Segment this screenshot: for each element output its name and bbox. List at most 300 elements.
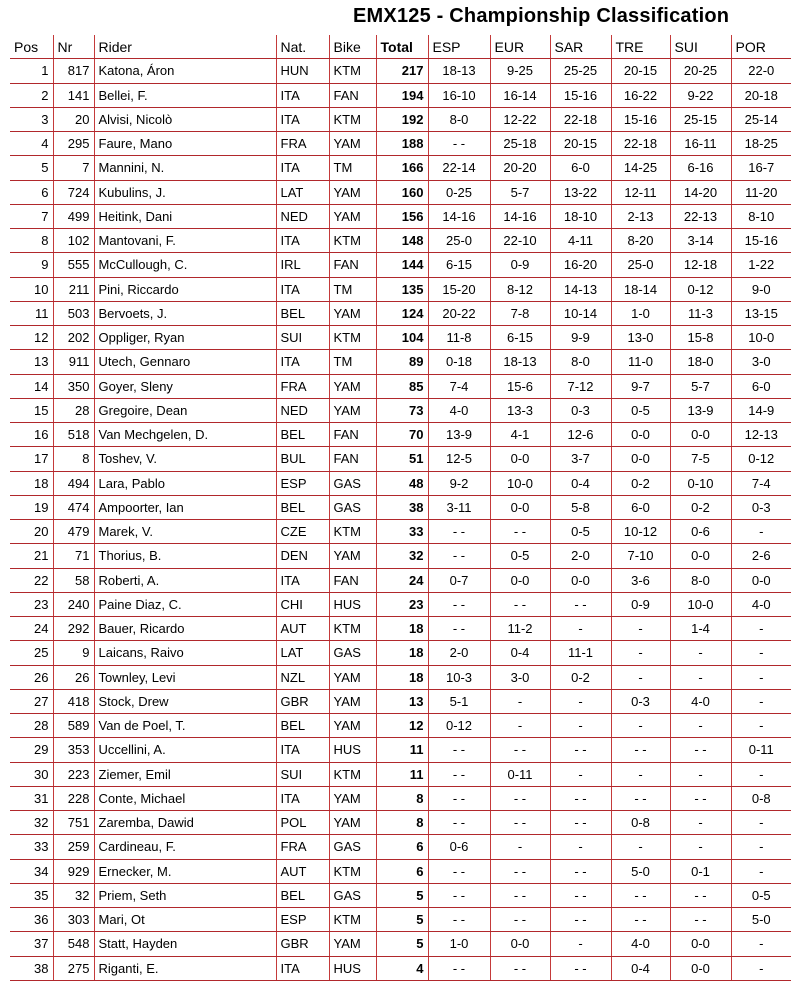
cell-tre: 18-14 (611, 277, 670, 301)
cell-tre: - - (611, 738, 670, 762)
cell-tre: 7-10 (611, 544, 670, 568)
cell-rider: Gregoire, Dean (94, 398, 276, 422)
cell-nr: 494 (53, 471, 94, 495)
cell-total: 12 (376, 714, 428, 738)
cell-bike: GAS (329, 641, 376, 665)
cell-esp: 12-5 (428, 447, 490, 471)
cell-nat: ITA (276, 83, 329, 107)
cell-sui: - (670, 811, 731, 835)
col-header-nat: Nat. (276, 35, 329, 59)
cell-por: 9-0 (731, 277, 791, 301)
cell-tre: 0-0 (611, 423, 670, 447)
cell-sui: 13-9 (670, 398, 731, 422)
cell-pos: 2 (10, 83, 53, 107)
cell-total: 8 (376, 811, 428, 835)
cell-bike: YAM (329, 301, 376, 325)
cell-bike: FAN (329, 83, 376, 107)
cell-nat: ITA (276, 350, 329, 374)
cell-nr: 350 (53, 374, 94, 398)
cell-sui: - - (670, 738, 731, 762)
cell-por: - (731, 762, 791, 786)
cell-sar: - - (550, 738, 611, 762)
table-row (10, 592, 791, 616)
cell-sar: 5-8 (550, 495, 611, 519)
cell-pos: 37 (10, 932, 53, 956)
cell-eur: 0-0 (490, 568, 550, 592)
cell-nat: BEL (276, 301, 329, 325)
table-row (10, 786, 791, 810)
cell-eur: 11-2 (490, 617, 550, 641)
cell-nat: FRA (276, 835, 329, 859)
cell-eur: - - (490, 592, 550, 616)
cell-pos: 6 (10, 180, 53, 204)
cell-total: 13 (376, 689, 428, 713)
cell-sui: 12-18 (670, 253, 731, 277)
cell-nr: 548 (53, 932, 94, 956)
cell-eur: 20-20 (490, 156, 550, 180)
cell-sui: - - (670, 883, 731, 907)
cell-sui: 0-6 (670, 520, 731, 544)
cell-nr: 353 (53, 738, 94, 762)
cell-esp: 13-9 (428, 423, 490, 447)
cell-esp: 7-4 (428, 374, 490, 398)
cell-por: - (731, 665, 791, 689)
cell-bike: YAM (329, 932, 376, 956)
cell-total: 192 (376, 107, 428, 131)
cell-esp: 20-22 (428, 301, 490, 325)
cell-por: 7-4 (731, 471, 791, 495)
cell-sar: 12-6 (550, 423, 611, 447)
col-header-total: Total (376, 35, 428, 59)
table-row (10, 398, 791, 422)
cell-por: 1-22 (731, 253, 791, 277)
cell-sar: 0-2 (550, 665, 611, 689)
cell-sui: 0-0 (670, 544, 731, 568)
cell-sar: 6-0 (550, 156, 611, 180)
cell-nat: NED (276, 204, 329, 228)
cell-total: 11 (376, 762, 428, 786)
cell-por: 25-14 (731, 107, 791, 131)
cell-rider: Pini, Riccardo (94, 277, 276, 301)
cell-sar: - - (550, 883, 611, 907)
cell-rider: Zaremba, Dawid (94, 811, 276, 835)
cell-nat: SUI (276, 326, 329, 350)
cell-esp: - - (428, 592, 490, 616)
cell-bike: YAM (329, 132, 376, 156)
cell-tre: - - (611, 786, 670, 810)
cell-bike: YAM (329, 786, 376, 810)
cell-pos: 25 (10, 641, 53, 665)
cell-sui: 10-0 (670, 592, 731, 616)
cell-tre: 10-12 (611, 520, 670, 544)
cell-nr: 228 (53, 786, 94, 810)
cell-rider: Bellei, F. (94, 83, 276, 107)
cell-tre: - (611, 641, 670, 665)
cell-rider: Katona, Áron (94, 59, 276, 83)
cell-sui: 14-20 (670, 180, 731, 204)
cell-sui: 25-15 (670, 107, 731, 131)
cell-esp: 11-8 (428, 326, 490, 350)
col-header-nr: Nr (53, 35, 94, 59)
cell-bike: KTM (329, 59, 376, 83)
cell-esp: - - (428, 544, 490, 568)
cell-sar: 10-14 (550, 301, 611, 325)
cell-sui: 6-16 (670, 156, 731, 180)
cell-eur: 0-0 (490, 495, 550, 519)
cell-rider: Conte, Michael (94, 786, 276, 810)
cell-sui: 7-5 (670, 447, 731, 471)
cell-esp: - - (428, 617, 490, 641)
cell-nr: 418 (53, 689, 94, 713)
cell-tre: - (611, 762, 670, 786)
cell-pos: 33 (10, 835, 53, 859)
cell-pos: 14 (10, 374, 53, 398)
cell-esp: - - (428, 786, 490, 810)
cell-rider: Alvisi, Nicolò (94, 107, 276, 131)
cell-total: 8 (376, 786, 428, 810)
cell-sar: - (550, 762, 611, 786)
cell-sui: 20-25 (670, 59, 731, 83)
cell-sar: 13-22 (550, 180, 611, 204)
cell-eur: 0-5 (490, 544, 550, 568)
cell-bike: YAM (329, 180, 376, 204)
cell-por: - (731, 617, 791, 641)
cell-total: 144 (376, 253, 428, 277)
cell-bike: HUS (329, 738, 376, 762)
cell-tre: 12-11 (611, 180, 670, 204)
cell-nat: ESP (276, 471, 329, 495)
cell-sui: 0-2 (670, 495, 731, 519)
cell-pos: 30 (10, 762, 53, 786)
cell-pos: 27 (10, 689, 53, 713)
cell-tre: 3-6 (611, 568, 670, 592)
cell-total: 70 (376, 423, 428, 447)
cell-total: 135 (376, 277, 428, 301)
cell-sui: 0-0 (670, 423, 731, 447)
cell-eur: - (490, 835, 550, 859)
table-row (10, 641, 791, 665)
cell-eur: - - (490, 786, 550, 810)
cell-bike: YAM (329, 204, 376, 228)
cell-pos: 28 (10, 714, 53, 738)
cell-nr: 555 (53, 253, 94, 277)
cell-rider: Thorius, B. (94, 544, 276, 568)
col-header-eur: EUR (490, 35, 550, 59)
cell-nr: 141 (53, 83, 94, 107)
cell-sar: 3-7 (550, 447, 611, 471)
table-row (10, 180, 791, 204)
cell-tre: - - (611, 883, 670, 907)
cell-por: 18-25 (731, 132, 791, 156)
cell-nr: 503 (53, 301, 94, 325)
cell-sui: - (670, 835, 731, 859)
cell-eur: 0-0 (490, 447, 550, 471)
cell-total: 18 (376, 617, 428, 641)
cell-nr: 240 (53, 592, 94, 616)
cell-pos: 19 (10, 495, 53, 519)
cell-esp: 0-6 (428, 835, 490, 859)
cell-sar: 2-0 (550, 544, 611, 568)
cell-tre: 16-22 (611, 83, 670, 107)
cell-rider: Toshev, V. (94, 447, 276, 471)
cell-nat: DEN (276, 544, 329, 568)
col-header-sui: SUI (670, 35, 731, 59)
cell-rider: Heitink, Dani (94, 204, 276, 228)
cell-rider: Mari, Ot (94, 908, 276, 932)
cell-tre: 4-0 (611, 932, 670, 956)
table-row (10, 301, 791, 325)
cell-rider: Mantovani, F. (94, 229, 276, 253)
cell-nr: 589 (53, 714, 94, 738)
cell-sui: 15-8 (670, 326, 731, 350)
cell-bike: KTM (329, 859, 376, 883)
cell-sar: 14-13 (550, 277, 611, 301)
cell-esp: 16-10 (428, 83, 490, 107)
cell-sar: - (550, 617, 611, 641)
cell-nr: 275 (53, 956, 94, 980)
cell-esp: - - (428, 908, 490, 932)
cell-por: 0-11 (731, 738, 791, 762)
cell-bike: KTM (329, 617, 376, 641)
cell-sui: - (670, 641, 731, 665)
table-row (10, 932, 791, 956)
cell-por: 0-0 (731, 568, 791, 592)
cell-nat: ITA (276, 229, 329, 253)
cell-total: 148 (376, 229, 428, 253)
cell-pos: 7 (10, 204, 53, 228)
cell-total: 194 (376, 83, 428, 107)
cell-tre: 22-18 (611, 132, 670, 156)
cell-eur: 15-6 (490, 374, 550, 398)
cell-pos: 18 (10, 471, 53, 495)
cell-sui: 8-0 (670, 568, 731, 592)
cell-tre: 1-0 (611, 301, 670, 325)
table-row (10, 908, 791, 932)
cell-eur: 0-11 (490, 762, 550, 786)
table-row (10, 107, 791, 131)
cell-por: 8-10 (731, 204, 791, 228)
cell-esp: 1-0 (428, 932, 490, 956)
cell-pos: 21 (10, 544, 53, 568)
cell-esp: 15-20 (428, 277, 490, 301)
table-row (10, 350, 791, 374)
table-body (10, 59, 791, 981)
table-row (10, 326, 791, 350)
cell-total: 23 (376, 592, 428, 616)
cell-eur: 22-10 (490, 229, 550, 253)
cell-pos: 29 (10, 738, 53, 762)
cell-tre: 20-15 (611, 59, 670, 83)
cell-pos: 8 (10, 229, 53, 253)
cell-total: 217 (376, 59, 428, 83)
cell-esp: - - (428, 132, 490, 156)
cell-esp: 8-0 (428, 107, 490, 131)
cell-rider: Van Mechgelen, D. (94, 423, 276, 447)
cell-rider: Ernecker, M. (94, 859, 276, 883)
cell-nr: 211 (53, 277, 94, 301)
cell-esp: 0-25 (428, 180, 490, 204)
cell-sar: 0-0 (550, 568, 611, 592)
cell-bike: TM (329, 277, 376, 301)
cell-tre: 11-0 (611, 350, 670, 374)
cell-esp: 9-2 (428, 471, 490, 495)
cell-esp: 25-0 (428, 229, 490, 253)
cell-total: 73 (376, 398, 428, 422)
cell-pos: 10 (10, 277, 53, 301)
cell-sui: 0-12 (670, 277, 731, 301)
cell-nat: ITA (276, 568, 329, 592)
cell-rider: Bervoets, J. (94, 301, 276, 325)
cell-sar: 11-1 (550, 641, 611, 665)
cell-rider: Marek, V. (94, 520, 276, 544)
cell-por: - (731, 641, 791, 665)
cell-sar: 7-12 (550, 374, 611, 398)
cell-por: 14-9 (731, 398, 791, 422)
cell-pos: 20 (10, 520, 53, 544)
col-header-tre: TRE (611, 35, 670, 59)
cell-nr: 295 (53, 132, 94, 156)
cell-eur: 12-22 (490, 107, 550, 131)
cell-total: 5 (376, 908, 428, 932)
cell-nat: BEL (276, 883, 329, 907)
cell-bike: HUS (329, 592, 376, 616)
cell-nat: NED (276, 398, 329, 422)
table-row (10, 495, 791, 519)
cell-eur: - (490, 689, 550, 713)
cell-sar: 0-5 (550, 520, 611, 544)
cell-esp: 22-14 (428, 156, 490, 180)
cell-sui: - - (670, 786, 731, 810)
cell-eur: 13-3 (490, 398, 550, 422)
cell-nat: BUL (276, 447, 329, 471)
cell-sui: 9-22 (670, 83, 731, 107)
cell-sui: 16-11 (670, 132, 731, 156)
cell-nr: 518 (53, 423, 94, 447)
cell-rider: Townley, Levi (94, 665, 276, 689)
header (0, 5, 800, 29)
cell-bike: KTM (329, 520, 376, 544)
col-header-sar: SAR (550, 35, 611, 59)
cell-sar: - - (550, 908, 611, 932)
cell-sui: 1-4 (670, 617, 731, 641)
cell-sui: 0-0 (670, 932, 731, 956)
table-row (10, 374, 791, 398)
cell-esp: - - (428, 859, 490, 883)
table-row (10, 229, 791, 253)
cell-total: 33 (376, 520, 428, 544)
cell-eur: - - (490, 859, 550, 883)
cell-tre: - (611, 835, 670, 859)
cell-rider: Mannini, N. (94, 156, 276, 180)
cell-rider: Riganti, E. (94, 956, 276, 980)
cell-sui: 4-0 (670, 689, 731, 713)
cell-bike: GAS (329, 471, 376, 495)
cell-nat: AUT (276, 617, 329, 641)
cell-total: 24 (376, 568, 428, 592)
cell-sar: 0-3 (550, 398, 611, 422)
cell-pos: 36 (10, 908, 53, 932)
cell-nat: FRA (276, 374, 329, 398)
cell-nr: 7 (53, 156, 94, 180)
cell-pos: 15 (10, 398, 53, 422)
cell-total: 104 (376, 326, 428, 350)
cell-nr: 26 (53, 665, 94, 689)
cell-sui: 22-13 (670, 204, 731, 228)
cell-nat: ITA (276, 156, 329, 180)
cell-rider: Faure, Mano (94, 132, 276, 156)
cell-nat: IRL (276, 253, 329, 277)
cell-por: - (731, 835, 791, 859)
cell-rider: Kubulins, J. (94, 180, 276, 204)
cell-nat: CZE (276, 520, 329, 544)
cell-tre: 0-3 (611, 689, 670, 713)
cell-nr: 724 (53, 180, 94, 204)
cell-por: - (731, 932, 791, 956)
cell-rider: Bauer, Ricardo (94, 617, 276, 641)
cell-total: 85 (376, 374, 428, 398)
cell-tre: - (611, 617, 670, 641)
col-header-rider: Rider (94, 35, 276, 59)
cell-esp: - - (428, 956, 490, 980)
cell-pos: 5 (10, 156, 53, 180)
table-row (10, 447, 791, 471)
page-title: EMX125 - Championship Classification (353, 5, 730, 27)
cell-por: 3-0 (731, 350, 791, 374)
cell-eur: 5-7 (490, 180, 550, 204)
cell-bike: GAS (329, 495, 376, 519)
cell-eur: 18-13 (490, 350, 550, 374)
cell-por: 0-12 (731, 447, 791, 471)
cell-nat: HUN (276, 59, 329, 83)
cell-bike: YAM (329, 811, 376, 835)
cell-esp: 5-1 (428, 689, 490, 713)
cell-sui: 0-10 (670, 471, 731, 495)
cell-por: 15-16 (731, 229, 791, 253)
table-row (10, 762, 791, 786)
cell-sar: - (550, 835, 611, 859)
cell-bike: FAN (329, 447, 376, 471)
table-row (10, 156, 791, 180)
cell-rider: McCullough, C. (94, 253, 276, 277)
cell-sar: 9-9 (550, 326, 611, 350)
cell-rider: Ampoorter, Ian (94, 495, 276, 519)
cell-nr: 8 (53, 447, 94, 471)
cell-pos: 31 (10, 786, 53, 810)
cell-pos: 16 (10, 423, 53, 447)
cell-por: 10-0 (731, 326, 791, 350)
table-row (10, 811, 791, 835)
cell-pos: 34 (10, 859, 53, 883)
cell-rider: Lara, Pablo (94, 471, 276, 495)
cell-total: 166 (376, 156, 428, 180)
cell-esp: - - (428, 520, 490, 544)
cell-sui: 3-14 (670, 229, 731, 253)
cell-nr: 751 (53, 811, 94, 835)
cell-nr: 929 (53, 859, 94, 883)
cell-eur: - - (490, 908, 550, 932)
cell-bike: GAS (329, 835, 376, 859)
cell-bike: KTM (329, 908, 376, 932)
cell-tre: 2-13 (611, 204, 670, 228)
cell-nr: 303 (53, 908, 94, 932)
cell-pos: 9 (10, 253, 53, 277)
cell-nr: 58 (53, 568, 94, 592)
cell-nat: ITA (276, 107, 329, 131)
cell-total: 32 (376, 544, 428, 568)
cell-rider: Statt, Hayden (94, 932, 276, 956)
cell-sui: - - (670, 908, 731, 932)
cell-por: 0-8 (731, 786, 791, 810)
